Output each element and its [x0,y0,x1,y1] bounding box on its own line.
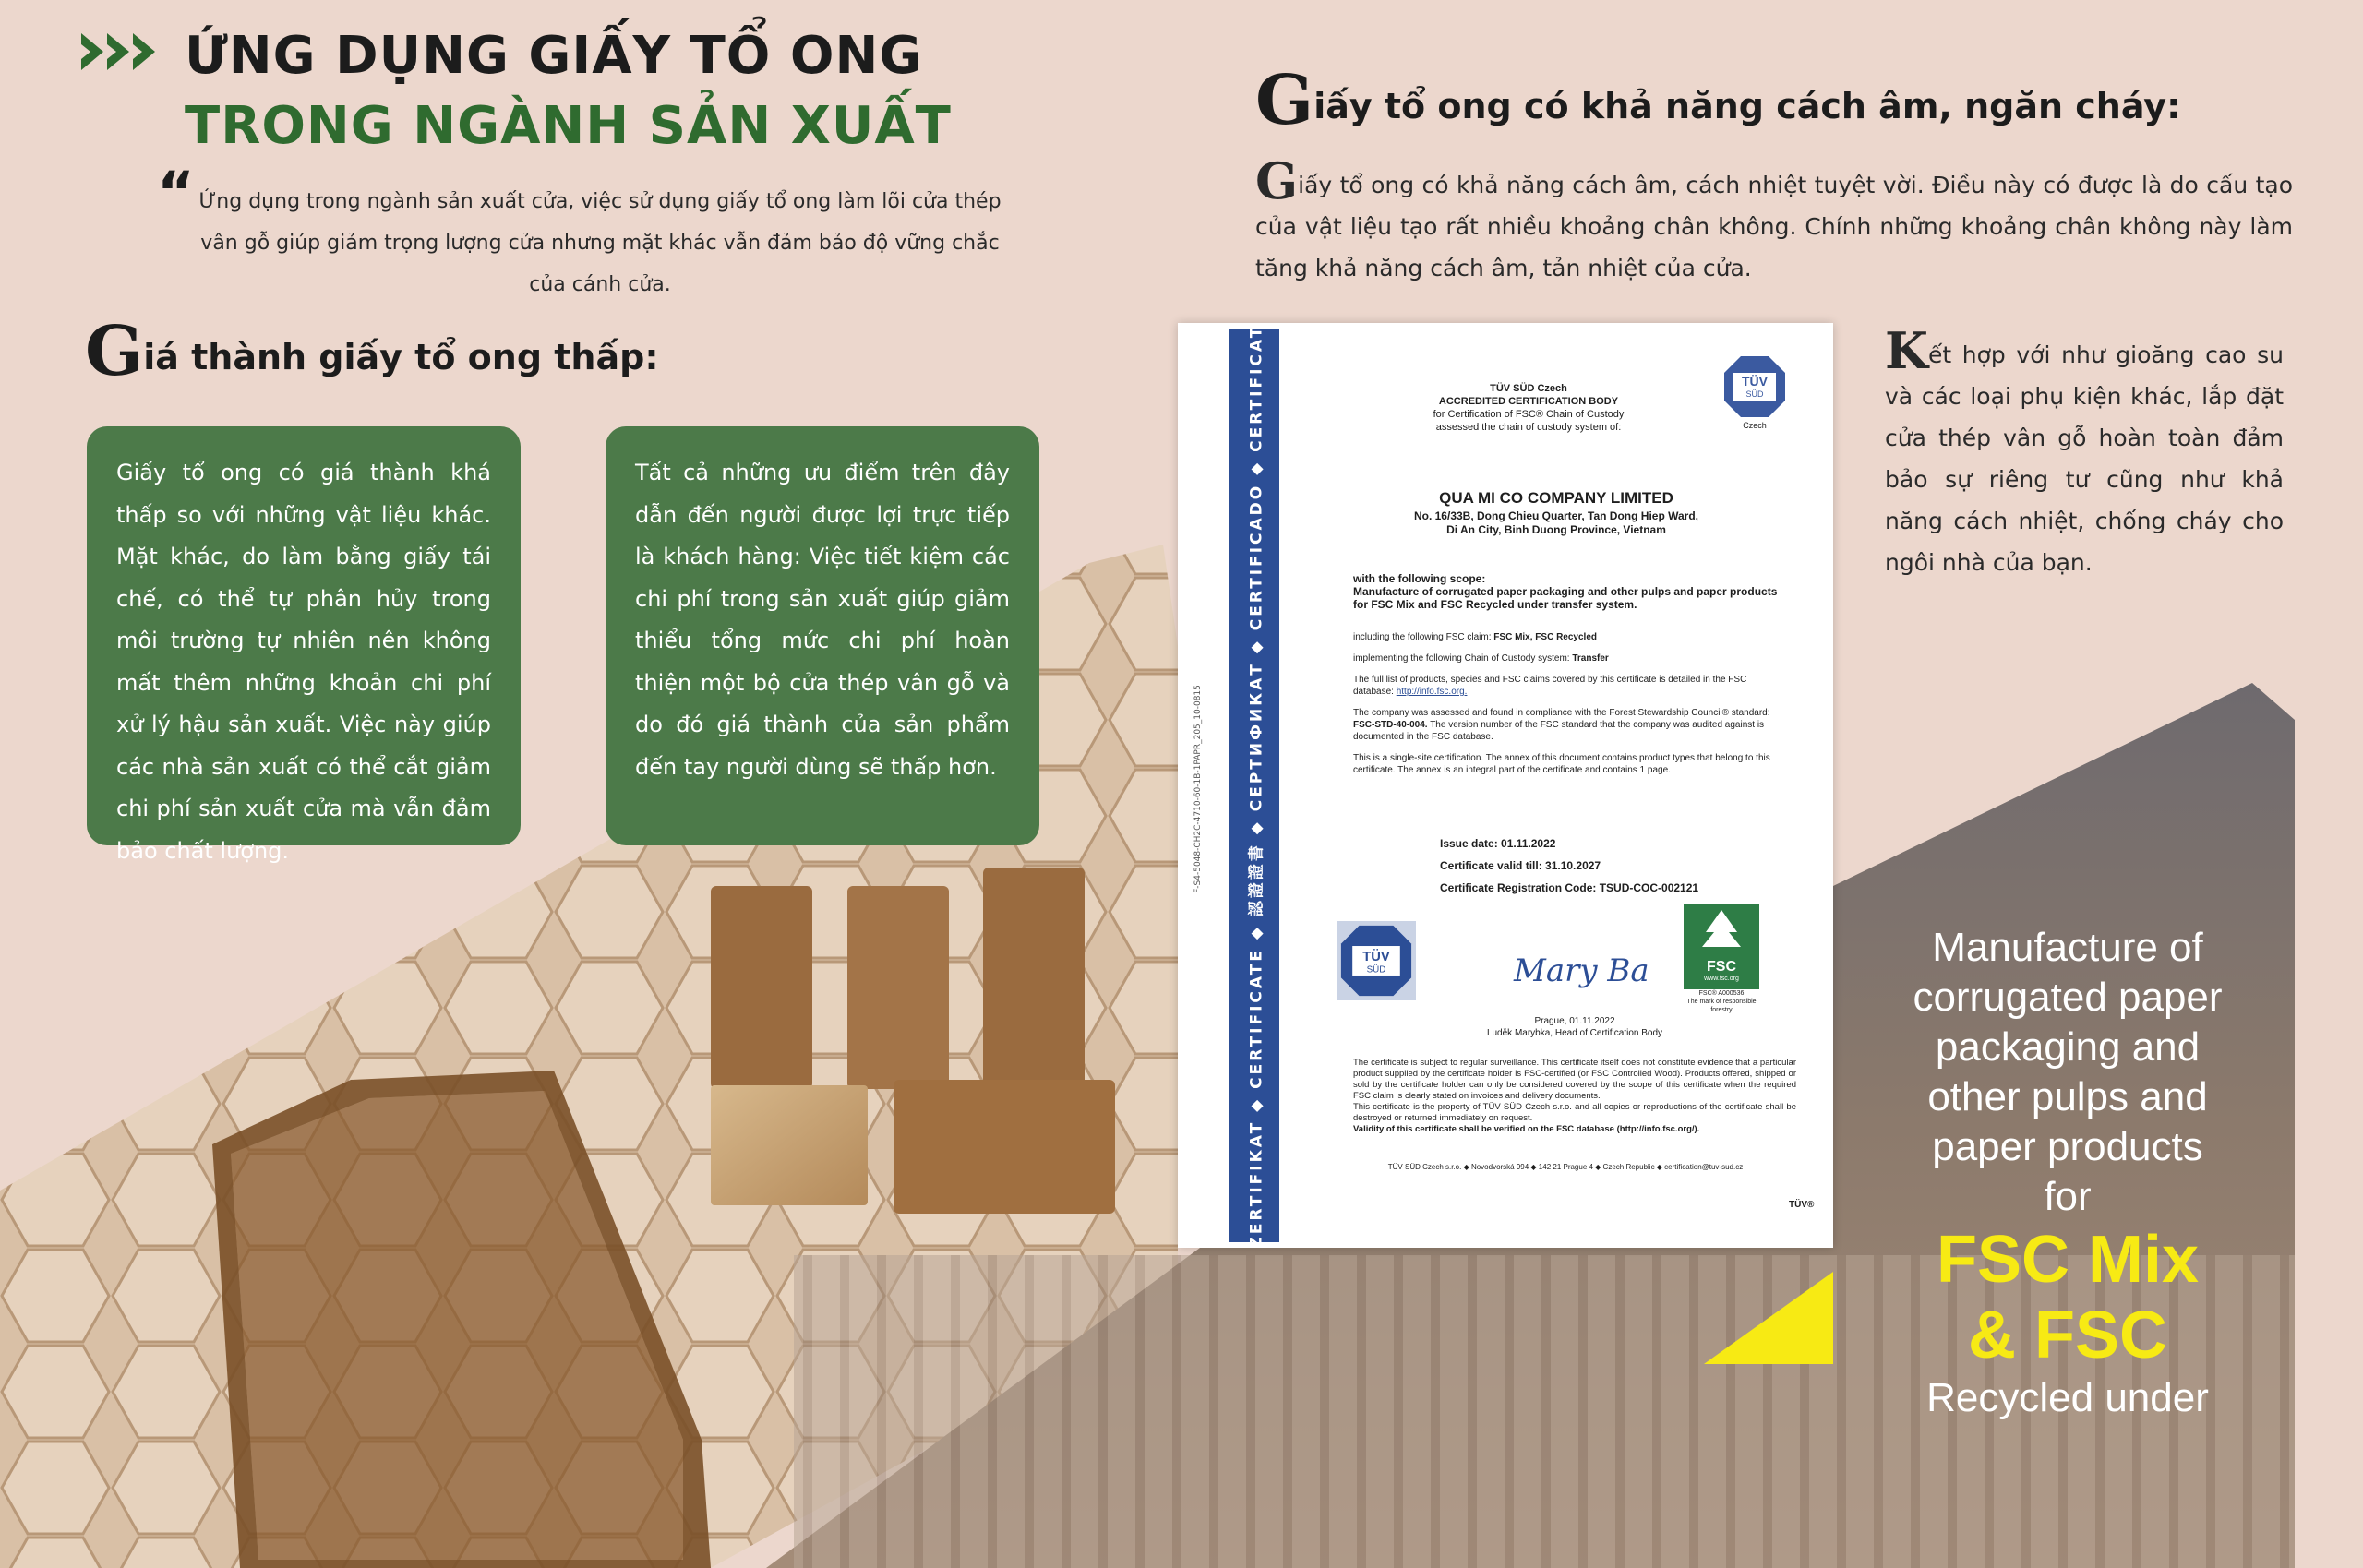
fsc-line-7: Recycled under [1926,1375,2209,1420]
certificate-dates: Issue date: 01.11.2022 Certificate valid till: 31.10.2027 Certificate Registration Code: TSUD-COC-002121 [1440,837,1699,894]
certificate-address: No. 16/33B, Dong Chieu Quarter, Tan Dong Hiep Ward, Di An City, Binh Duong Province, Vietnam [1413,509,1699,536]
certificate-corner-mark: TÜV® [1789,1200,1815,1210]
certificate-issuer: TÜV SÜD Czech ACCREDITED CERTIFICATION BODY for Certification of FSC® Chain of Custody assessed the chain of custody system of: [1433,383,1625,433]
sound-heading-text: iấy tổ ong có khả năng cách âm, ngăn cháy: [1313,86,2181,126]
fsc-line-1: Manufacture of [1932,925,2203,970]
certificate-signatory: Prague, 01.11.2022 Luděk Marybka, Head of Certification Body [1486,1016,1663,1038]
fsc-line-2: corrugated paper [1913,975,2223,1020]
fsc-line-5: paper products [1932,1124,2203,1169]
signature: Mary Ba [1514,952,1649,989]
sound-paragraph [1255,151,2293,289]
page-title-line1: ỨNG DỤNG GIẤY TỔ ONG [185,26,923,86]
price-card-1: Giấy tổ ong có giá thành khá thấp so với những vật liệu khác. Mặt khác, do làm bằng giấy tái chế, có thể tự phân hủy trong môi trường tự nhiên nên không mất thêm những khoản chi phí xử lý hậu sản xuất. Việc này giúp các nhà sản xuất có thể cắt giảm chi phí sản xuất cửa mà vẫn đảm bảo chất lượng. [87,426,521,845]
seal-paragraph [1885,321,2284,583]
fsc-highlight-1: FSC Mix [1936,1223,2200,1297]
certificate-details: including the following FSC claim: FSC Mix, FSC Recycled implementing the following Chain of Custody system: Transfer The full list of products, species and FSC claims covered by this certificate is detailed in the FSC database: http://info.fsc.org. The company was assessed and found in compliance with the Forest Stewardship Council® standard: FSC-STD-40-004. The version number of the FSC standard that the company was audited against is documented in the FSC database. This is a single-site certification. The annex of this document contains product types that belong to this certificate. The annex is an integral part of the certificate and contains 1 page. [1353,632,1770,775]
tuv-logo-icon [1722,354,1787,419]
tuv-seal-icon [1337,921,1416,1000]
svg-text:TÜV: TÜV [1362,950,1390,964]
price-heading-text: iá thành giấy tổ ong thấp: [143,337,659,377]
seal-paragraph-text: ết hợp với như gioăng cao su và các loại phụ kiện khác, lắp đặt cửa thép vân gỗ hoàn toàn đảm bảo sự riêng tư cũng như khả năng cách nhiệt, chống cháy cho ngôi nhà của bạn. [1885,341,2284,576]
certificate-footnotes: The certificate is subject to regular surveillance. This certificate itself does not constitute evidence that a particular product supplied by the certificate holder is FSC-certified (or FSC Controlled Wood). Products offered, shipped or sold by the certificate holder can only be considered covered by the scope of this certificate when the required FSC claim is clearly stated on invoices and delivery documents. This certificate is the property of TÜV SÜD Czech s.r.o. and all copies or reproductions of the certificate shall be destroyed or returned immediately on request. Validity of this certificate shall be verified on the FSC database (http://info.fsc.org/). [1353,1058,1796,1134]
sound-heading-initial: G [1255,61,1314,140]
seal-paragraph-initial: K [1885,321,1928,380]
fsc-line-4: other pulps and [1927,1074,2208,1119]
page-title-line2: TRONG NGÀNH SẢN XUẤT [185,96,952,156]
quote-mark: “ [157,159,195,226]
certificate-company: QUA MI CO COMPANY LIMITED [1439,489,1673,507]
tuv-logo-label: Czech [1743,421,1767,430]
fsc-logo-caption: FSC® A000536 The mark of responsible forestry [1686,990,1757,1013]
sound-paragraph-initial: G [1255,151,1299,210]
svg-text:SÜD: SÜD [1366,964,1386,976]
fsc-line-6: for [2044,1174,2092,1219]
triple-arrow-icon [81,33,155,83]
fsc-certificate [1178,323,1833,1248]
certificate-band-text: ZERTIFIKAT ◆ CERTIFICATE ◆ 認證證書 ◆ СЕРТИФИКАТ ◆ CERTIFICADO ◆ CERTIFICAT [1247,324,1266,1248]
fsc-line-3: packaging and [1935,1024,2201,1070]
fsc-highlight-2: & FSC [1968,1299,2167,1372]
price-heading-initial: G [85,312,144,391]
fsc-logo-icon: FSC www.fsc.org [1684,904,1759,989]
certificate-side-code: F-S4-5048-CH2C-4710-60-1B-1PAPR_205_10-0815 [1193,685,1203,893]
svg-text:SÜD: SÜD [1745,389,1764,399]
fsc-panel [1837,923,2298,1423]
price-card-2: Tất cả những ưu điểm trên đây dẫn đến người được lợi trực tiếp là khách hàng: Việc tiết kiệm các chi phí trong sản xuất giúp giảm thiểu tổng mức chi phí hoàn thiện một bộ cửa thép vân gỗ và do đó giá thành của sản phẩm đến tay người dùng sẽ thấp hơn. [606,426,1039,845]
intro-quote: Ứng dụng trong ngành sản xuất cửa, việc sử dụng giấy tổ ong làm lõi cửa thép vân gỗ giúp giảm trọng lượng cửa nhưng mặt khác vẫn đảm bảo độ vững chắc của cánh cửa. [198,190,1002,296]
certificate-scope: with the following scope: Manufacture of corrugated paper packaging and other pulps and paper products for FSC Mix and FSC Recycled under transfer system. [1353,572,1778,611]
svg-text:TÜV: TÜV [1742,374,1768,389]
certificate-footer: TÜV SÜD Czech s.r.o. ◆ Novodvorská 994 ◆ 142 21 Prague 4 ◆ Czech Republic ◆ certification@tuv-sud.cz [1387,1163,1744,1171]
sound-heading [1255,61,2180,140]
sound-paragraph-text: iấy tổ ong có khả năng cách âm, cách nhiệt tuyệt vời. Điều này có được là do cấu tạo của vật liệu tạo rất nhiều khoảng chân không. Chính những khoảng chân không này làm tăng khả năng cách âm, tản nhiệt của cửa. [1255,172,2293,281]
price-heading [85,312,659,391]
